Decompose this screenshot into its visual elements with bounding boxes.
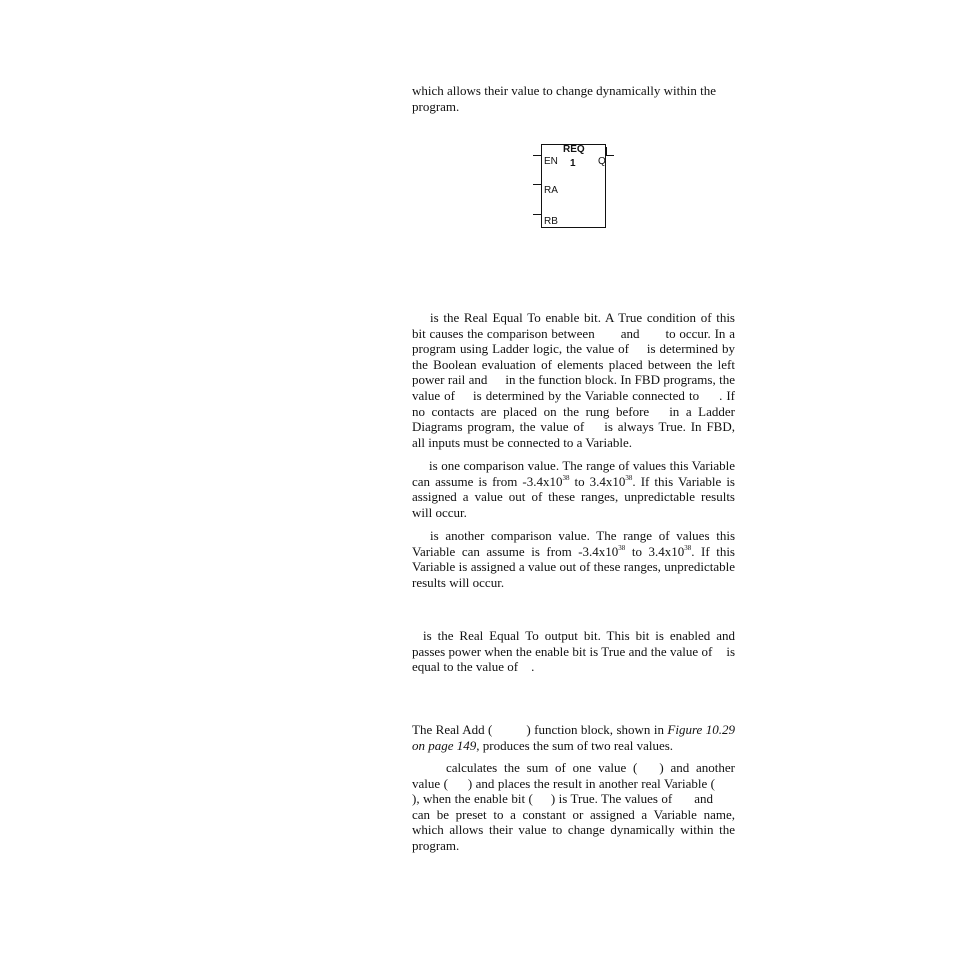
radd-desc-text-6: and (694, 791, 713, 807)
en-desc-text-7: . If no contacts are placed on the rung before (412, 387, 735, 419)
radd-desc-text-4: ), when the enable bit ( (412, 791, 533, 807)
rb-desc-exponent-1: 38 (618, 543, 626, 552)
ra-desc-text-3: . If this Variable is assigned a value out of these ranges, unpredictable results will occur. (412, 473, 735, 520)
radd-intro-text-2: ) function block, shown in (526, 722, 664, 737)
real-add-intro (412, 722, 735, 753)
function-block-name: REQ (563, 144, 585, 155)
rb-pin-notch (541, 207, 542, 215)
q-desc-text-1: is the Real Equal To output bit. This bit is enabled and passes power when the enable bit is True and the value of (412, 628, 735, 659)
real-add-description (412, 760, 735, 854)
q-desc-text-3: . (531, 659, 535, 675)
radd-desc-text-1: calculates the sum of one value ( (446, 760, 638, 775)
radd-desc-text-2: ) and another value ( (412, 760, 735, 791)
ra-desc-text-2: to 3.4x10 (574, 473, 626, 489)
intro-line-2: program. (412, 98, 460, 114)
radd-desc-text-7: can be preset to a constant or assigned a Variable name, which allows their value to change dynamically within the program. (412, 806, 735, 853)
radd-desc-text-3: ) and places the result in another real Variable ( (467, 775, 715, 791)
q-desc-text-2: is equal to the value of (412, 643, 735, 675)
ra-desc-text-1: is one comparison value. The range of values this Variable can assume is from -3.4x10 (412, 458, 735, 489)
figure-reference-link[interactable]: Figure 10.29 on page 149 (412, 722, 736, 753)
ra-pin-notch (541, 177, 542, 185)
en-desc-text-4: is determined by the Boolean evaluation of elements placed between the left power rail and (412, 341, 735, 388)
radd-intro-text-1: The Real Add ( (412, 722, 493, 737)
rb-desc-text-1: is another comparison value. The range of values this Variable can assume is from -3.4x10 (412, 528, 735, 559)
ra-desc-exponent-2: 38 (625, 473, 633, 482)
function-block-instance: 1 (570, 158, 576, 169)
q-pin-notch (606, 147, 607, 155)
q-pin-label: Q (598, 156, 606, 167)
en-desc-text-3: to occur. In a program using Ladder logic, the value of (412, 325, 735, 357)
rb-desc-text-2: to 3.4x10 (631, 543, 685, 559)
en-desc-text-5: in the function block. In FBD programs, the value of (412, 372, 735, 403)
en-desc-text-1: is the Real Equal To enable bit. A True condition of this bit causes the comparison between (412, 310, 735, 341)
radd-intro-text-3: , produces the sum of two real values. (476, 737, 674, 753)
q-description (412, 628, 735, 675)
en-pin-line (533, 155, 541, 156)
ra-pin-line (533, 184, 541, 185)
en-desc-text-8: in a Ladder Diagrams program, the value of (412, 403, 735, 435)
radd-desc-text-5: ) is True. The values of (550, 791, 673, 807)
en-desc-text-6: is determined by the Variable connected to (473, 387, 700, 403)
intro-line-1: which allows their value to change dynamically within the (412, 83, 716, 98)
en-pin-notch (541, 147, 542, 155)
en-desc-text-9: is always True. In FBD, all inputs must be connected to a Variable. (412, 419, 735, 450)
q-pin-line (606, 155, 614, 156)
rb-desc-exponent-2: 38 (684, 543, 692, 552)
en-description (412, 310, 735, 450)
rb-desc-text-3: . If this Variable is assigned a value out of these ranges, unpredictable results will occur. (412, 543, 735, 590)
en-desc-text-2: and (620, 325, 640, 341)
ra-pin-label: RA (544, 185, 558, 196)
rb-pin-label: RB (544, 216, 558, 227)
rb-pin-line (533, 214, 541, 215)
rb-description (412, 528, 735, 590)
intro-paragraph (412, 83, 735, 114)
ra-description (412, 458, 735, 520)
en-pin-label: EN (544, 156, 558, 167)
req-function-block-figure (533, 142, 615, 232)
ra-desc-exponent-1: 38 (562, 473, 570, 482)
